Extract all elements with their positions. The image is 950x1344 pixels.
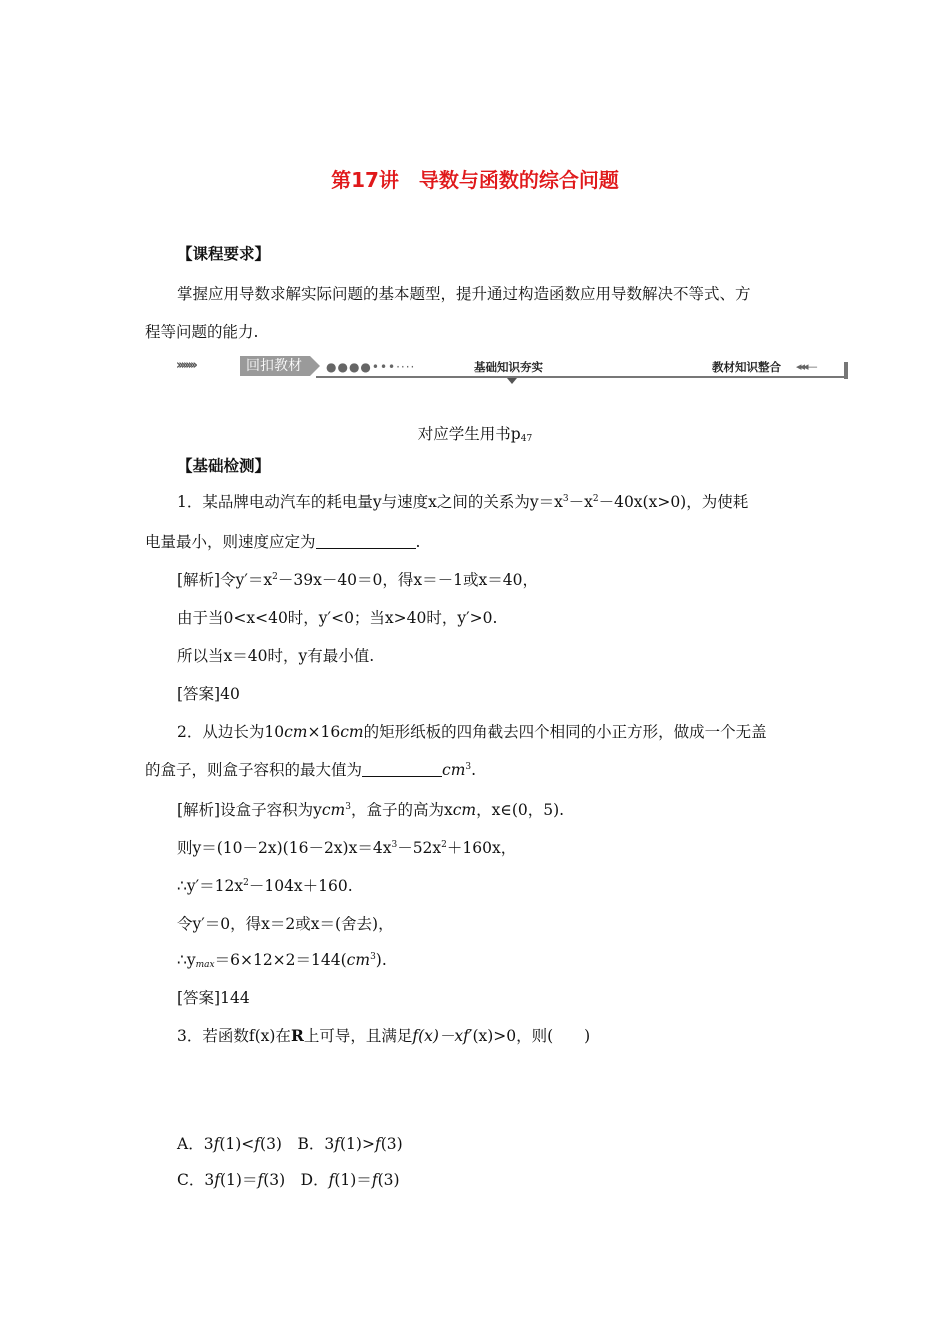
q3-options-a-b: A．3f(1)<f(3) B．3f(1)>f(3) [177, 1135, 403, 1153]
section-banner [176, 356, 848, 380]
q1-solution-line-3: 所以当x＝40时，y有最小值. [177, 647, 375, 665]
q3-stem: 3．若函数f(x)在R上可导，且满足f(x)－xf′(x)>0，则( ) [177, 1026, 591, 1045]
q2-stem-line-2: 的盒子，则盒子容积的最大值为 $cm^3$. [145, 761, 477, 779]
banner-right-label: 教材知识整合 [712, 360, 781, 374]
page-reference-number: 47 [520, 434, 533, 444]
q1-stem-line-2: 电量最小，则速度应定为 . [145, 533, 421, 551]
q1-answer: [答案]40 [177, 685, 240, 703]
banner-rule [316, 376, 844, 378]
requirements-text-line-1: 掌握应用导数求解实际问题的基本题型，提升通过构造函数应用导数解决不等式、方 [177, 285, 751, 303]
banner-chevrons-icon: ›››››››› [176, 358, 195, 373]
q2-solution-line-4: 令y′＝0，得x＝2或x＝(舍去)， [177, 915, 394, 933]
q3-options-c-d: C．3f(1)＝f(3) D．f(1)＝f(3) [177, 1171, 400, 1189]
page-title: 第17讲 导数与函数的综合问题 [331, 168, 619, 192]
q1-solution-line-1: [解析]令$y'=x^2-39x-40=0$，得x＝－1或x＝40， [177, 571, 538, 589]
q2-stem-line-1: 2．从边长为10cm×16cm的矩形纸板的四角截去四个相同的小正方形，做成一个无盖 [177, 723, 767, 741]
q1-solution-line-2: 由于当0<x<40时，y′<0；当x>40时，y′>0. [177, 609, 498, 627]
banner-tag-arrow-icon [310, 356, 320, 376]
banner-middle-label: 基础知识夯实 [474, 360, 543, 374]
q1-answer-blank [316, 534, 416, 549]
q2-solution-line-5: $\therefore y_{max}=6\times 12\times 2=144(cm^3)$. [177, 951, 387, 970]
q2-solution-line-1: [解析]设盒子容积为ycm$^3$，盒子的高为xcm，x∈(0，5). [177, 801, 565, 819]
q2-solution-line-3: $\therefore y'=12x^2-104x+160$. [177, 877, 353, 895]
requirements-text-line-2: 程等问题的能力. [145, 323, 259, 341]
banner-tag: 回扣教材 [240, 356, 310, 376]
q2-answer: [答案]144 [177, 989, 250, 1007]
banner-left-arrows-icon: ◂◂◂— [796, 360, 816, 373]
banner-pointer-icon [507, 378, 517, 384]
section-heading-basic-test: 【基础检测】 [177, 456, 271, 475]
banner-end-bar [844, 362, 848, 379]
q1-stem-line-1: 1．某品牌电动汽车的耗电量y与速度x之间的关系为$y=x^3-x^2-40x(x>0)$，为使耗 [177, 493, 749, 511]
section-heading-requirements: 【课程要求】 [177, 244, 271, 263]
q2-answer-blank [362, 762, 442, 777]
q2-solution-line-2: 则$y=(10-2x)(16-2x)x=4x^3-52x^2+160x$， [177, 839, 517, 857]
banner-dots-icon: ●●●●•••···· [326, 360, 416, 374]
page-reference-text: 对应学生用书p [417, 425, 521, 443]
page-reference [0, 424, 950, 444]
